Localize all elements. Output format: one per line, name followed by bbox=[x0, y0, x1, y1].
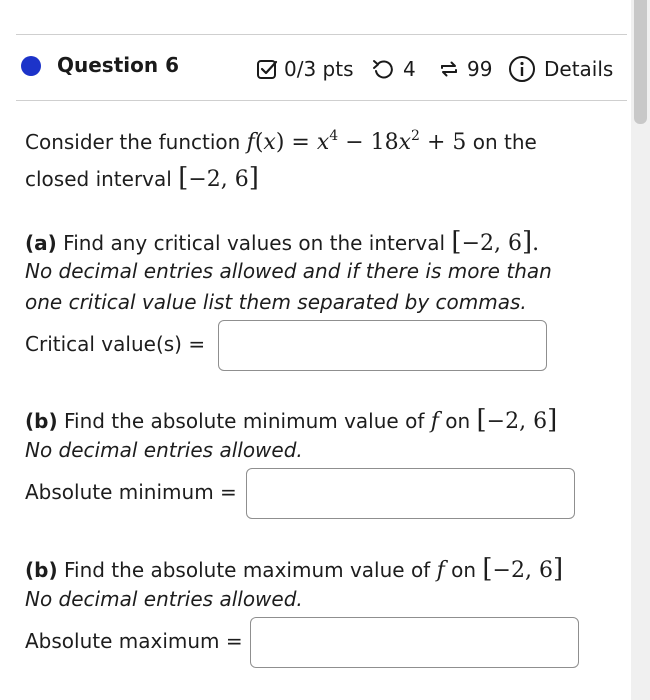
critical-values-input[interactable] bbox=[218, 320, 547, 371]
part-a-prompt bbox=[25, 227, 539, 257]
absolute-minimum-label: Absolute minimum = bbox=[25, 480, 237, 504]
header-top-divider bbox=[16, 34, 627, 35]
absolute-minimum-input[interactable] bbox=[246, 468, 575, 519]
header-bottom-divider bbox=[16, 100, 627, 101]
points-indicator bbox=[256, 55, 354, 83]
intro-suffix: on the bbox=[466, 130, 537, 154]
scrollbar-thumb[interactable] bbox=[634, 0, 647, 124]
details-label[interactable]: Details bbox=[544, 57, 614, 81]
attempts-indicator bbox=[437, 55, 492, 83]
part-b-label: (b) bbox=[25, 409, 58, 433]
retries-count: 4 bbox=[403, 57, 416, 81]
part-c-prompt-text: Find the absolute maximum value of bbox=[57, 558, 437, 582]
attempts-icon bbox=[437, 57, 461, 81]
retries-indicator bbox=[371, 55, 416, 83]
absolute-maximum-input[interactable] bbox=[250, 617, 579, 668]
interval-expression: [−2, 6] bbox=[178, 163, 259, 193]
problem-statement-line-2 bbox=[25, 163, 259, 193]
points-text: 0/3 pts bbox=[284, 57, 354, 81]
scrollbar[interactable] bbox=[631, 0, 650, 700]
details-button[interactable] bbox=[508, 55, 613, 83]
constant: 5 bbox=[452, 130, 467, 155]
checkbox-icon bbox=[256, 58, 278, 80]
part-a-instruction-1: No decimal entries allowed and if there is more than bbox=[25, 259, 552, 283]
part-a-prompt-text: Find any critical values on the interval bbox=[56, 231, 452, 255]
function-expression: $f(x) = x^4 - 18x^2 + 5$ bbox=[246, 128, 467, 155]
problem-statement-line-1 bbox=[25, 130, 537, 155]
part-a-interval: [−2, 6]. bbox=[451, 227, 540, 257]
part-b-prompt-text: Find the absolute minimum value of bbox=[57, 409, 431, 433]
part-b-interval: [−2, 6] bbox=[476, 405, 558, 435]
part-c-label: (b) bbox=[25, 558, 58, 582]
part-c-interval: [−2, 6] bbox=[482, 554, 564, 584]
intro-text: Consider the function bbox=[25, 130, 247, 154]
info-icon[interactable] bbox=[508, 55, 536, 83]
part-c-instruction: No decimal entries allowed. bbox=[25, 587, 303, 611]
critical-values-label: Critical value(s) = bbox=[25, 332, 206, 356]
exponent-a: 4 bbox=[329, 128, 339, 144]
absolute-maximum-label: Absolute maximum = bbox=[25, 629, 243, 653]
interval-value: −2, 6 bbox=[188, 167, 249, 192]
question-title: Question 6 bbox=[57, 53, 179, 77]
question-status-dot bbox=[21, 56, 41, 76]
function-variable: x bbox=[263, 130, 276, 155]
part-a-instruction-2: one critical value list them separated by commas. bbox=[25, 290, 527, 314]
part-c-prompt: (b) Find the absolute maximum value of f on [−2, 6] bbox=[25, 554, 564, 584]
part-b-instruction: No decimal entries allowed. bbox=[25, 438, 303, 462]
attempts-count: 99 bbox=[467, 57, 493, 81]
retry-icon bbox=[371, 58, 395, 80]
part-a-label: (a) bbox=[25, 231, 57, 255]
exponent-b: 2 bbox=[411, 128, 420, 144]
part-b-prompt: (b) Find the absolute minimum value of f on [−2, 6] bbox=[25, 405, 558, 435]
coefficient: 18 bbox=[370, 130, 399, 155]
function-name: f bbox=[246, 130, 255, 155]
intro-line2: closed interval bbox=[25, 167, 179, 191]
